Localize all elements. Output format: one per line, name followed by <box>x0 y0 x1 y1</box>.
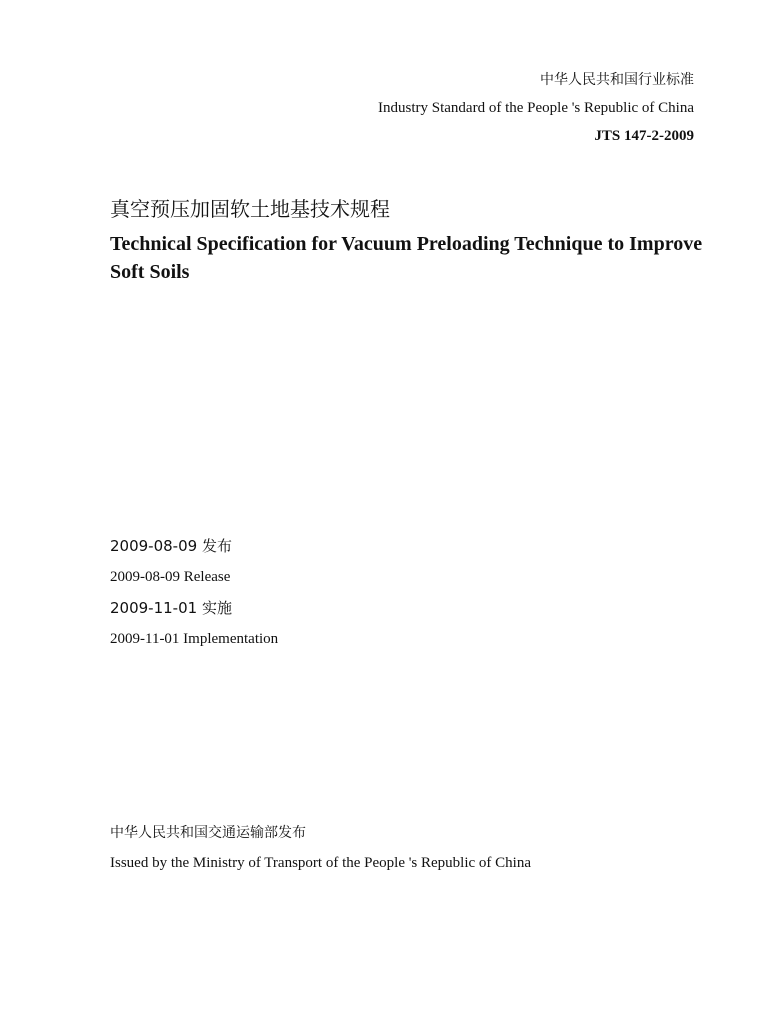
title-en: Technical Specification for Vacuum Preloading Technique to Improve Soft Soils <box>110 233 703 283</box>
release-date-cn: 2009-08-09 发布 <box>110 537 232 555</box>
standard-type-cn: 中华人民共和国行业标准 <box>540 72 694 88</box>
implementation-date-en: 2009-11-01 Implementation <box>110 631 279 647</box>
document-title <box>110 192 710 286</box>
dates-section <box>110 531 278 655</box>
implementation-date-cn: 2009-11-01 实施 <box>110 599 232 617</box>
standard-header <box>378 66 694 150</box>
issuer-en: Issued by the Ministry of Transport of the People 's Republic of China <box>110 855 532 871</box>
issuer-cn: 中华人民共和国交通运输部发布 <box>110 825 306 841</box>
standard-code: JTS 147-2-2009 <box>594 128 694 144</box>
title-cn: 真空预压加固软土地基技术规程 <box>110 197 390 221</box>
issuer-section <box>110 818 531 878</box>
standard-type-en: Industry Standard of the People 's Republic of China <box>378 100 694 116</box>
release-date-en: 2009-08-09 Release <box>110 569 231 585</box>
